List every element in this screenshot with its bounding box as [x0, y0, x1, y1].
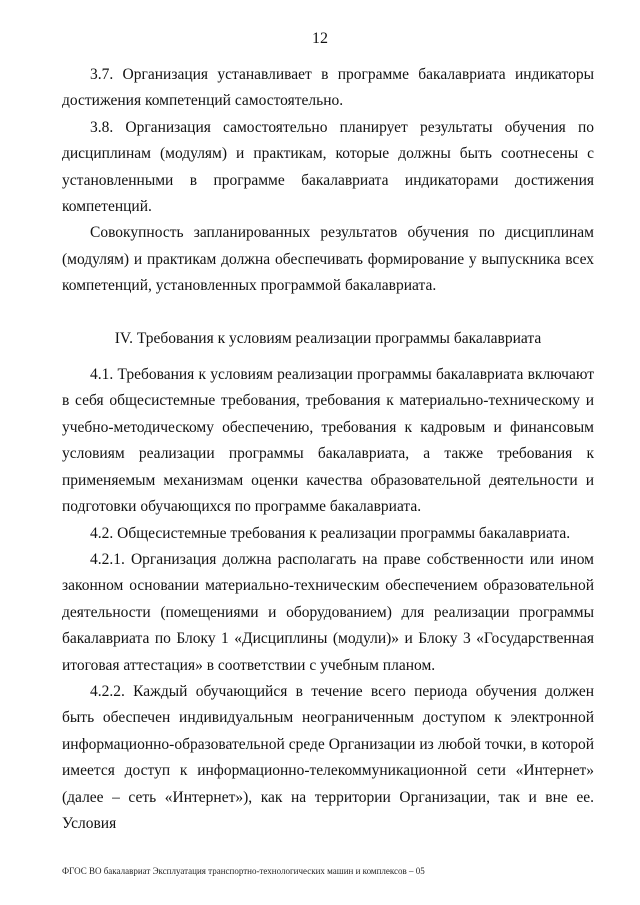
section-heading: IV. Требования к условиям реализации программы бакалавриата — [114, 329, 542, 347]
page-number: 12 — [312, 30, 328, 47]
heading-spacer — [62, 352, 594, 362]
paragraph-3-8: 3.8. Организация самостоятельно планирует результаты обучения по дисциплинам (модулям) и практикам, которые должны быть соотнесены с установленными в программе бакалавриата индикаторами достижения компетенций. — [62, 118, 594, 216]
paragraph-learning-outcomes: Совокупность запланированных результатов обучения по дисциплинам (модулям) и практикам должна обеспечивать формирование у выпускника всех компетенций, установленных программой бакалавриата. — [62, 224, 594, 295]
paragraph-4-2-1: 4.2.1. Организация должна располагать на праве собственности или ином законном основании материально-техническим обеспечением образовательной деятельности (помещениями и оборудованием) для реализации программы бакалавриата по Блоку 1 «Дисциплины (модули)» и Блоку 3 «Государственная итоговая аттестация» в соответствии с учебным планом. — [62, 550, 594, 674]
paragraph-4-2: 4.2. Общесистемные требования к реализации программы бакалавриата. — [90, 524, 571, 542]
page-content — [62, 62, 594, 837]
paragraph-3-7: 3.7. Организация устанавливает в программе бакалавриата индикаторы достижения компетенций самостоятельно. — [62, 66, 594, 110]
paragraph-4-1: 4.1. Требования к условиям реализации программы бакалавриата включают в себя общесистемные требования, требования к материально-техническому и учебно-методическому обеспечению, требования к кадровым и финансовым условиям реализации программы бакалавриата, а также требования к применяемым механизмам оценки качества образовательной деятельности и подготовки обучающихся по программе бакалавриата. — [62, 366, 594, 516]
paragraph-4-2-2: 4.2.2. Каждый обучающийся в течение всего периода обучения должен быть обеспечен индивидуальным неограниченным доступом к электронной информационно-образовательной среде Организации из любой точки, в которой имеется доступ к информационно-телекоммуникационной сети «Интернет» (далее – сеть «Интернет»), как на территории Организации, так и вне ее. Условия — [62, 682, 594, 832]
page-footer: ФГОС ВО бакалавриат Эксплуатация транспортно-технологических машин и комплексов – 05 — [62, 866, 425, 876]
section-spacer — [62, 300, 594, 326]
